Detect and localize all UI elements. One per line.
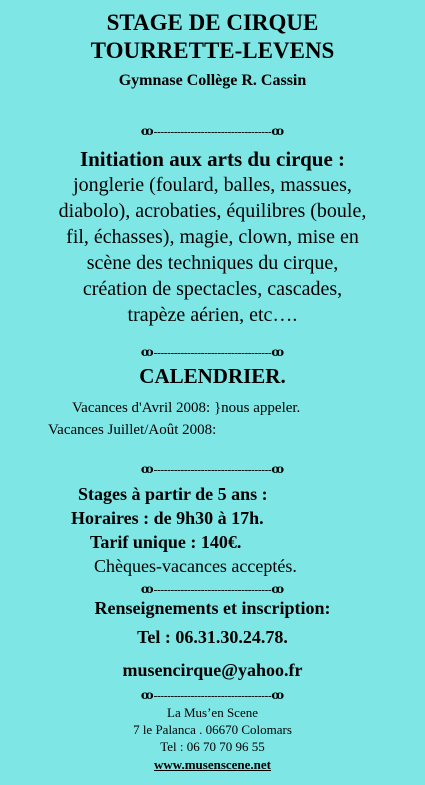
contact-heading: Renseignements et inscription: bbox=[94, 598, 331, 618]
separator-dashes: ----------------------------------- bbox=[153, 584, 272, 596]
age-info: Stages à partir de 5 ans : bbox=[78, 484, 268, 504]
separator bbox=[0, 462, 425, 477]
calendar-summer: Vacances Juillet/Août 2008: bbox=[48, 422, 217, 438]
separator bbox=[0, 688, 425, 703]
cheques-info: Chèques-vacances acceptés. bbox=[94, 556, 297, 576]
initiation-line: fil, échasses), magie, clown, mise en bbox=[66, 226, 359, 248]
venue: Gymnase Collège R. Cassin bbox=[118, 72, 307, 89]
ornament-right-icon: ꝏ bbox=[271, 688, 285, 702]
calendar-april: Vacances d'Avril 2008: }nous appeler. bbox=[72, 400, 301, 416]
title-line-2: TOURRETTE-LEVENS bbox=[90, 38, 335, 63]
ornament-right-icon: ꝏ bbox=[271, 462, 285, 476]
footer-name: La Mus’en Scene bbox=[167, 705, 258, 720]
footer-phone: Tel : 06 70 70 96 55 bbox=[160, 739, 265, 754]
website-link[interactable]: www.musenscene.net bbox=[154, 757, 271, 772]
initiation-line: scène des techniques du cirque, bbox=[86, 252, 339, 274]
ornament-left-icon: ꝏ bbox=[140, 124, 154, 138]
ornament-left-icon: ꝏ bbox=[140, 462, 154, 476]
ornament-left-icon: ꝏ bbox=[140, 582, 154, 596]
separator-dashes: ----------------------------------- bbox=[153, 690, 272, 702]
ornament-right-icon: ꝏ bbox=[271, 582, 285, 596]
calendar-heading: CALENDRIER. bbox=[139, 364, 286, 388]
separator bbox=[0, 124, 425, 139]
title-line-1: STAGE DE CIRQUE bbox=[106, 10, 319, 35]
footer-website-wrap bbox=[0, 757, 425, 773]
ornament-right-icon: ꝏ bbox=[271, 124, 285, 138]
initiation-line: diabolo), acrobaties, équilibres (boule, bbox=[58, 200, 367, 222]
initiation-line: trapèze aérien, etc…. bbox=[127, 304, 298, 326]
footer-address: 7 le Palanca . 06670 Colomars bbox=[133, 722, 292, 737]
separator bbox=[0, 345, 425, 360]
ornament-left-icon: ꝏ bbox=[140, 688, 154, 702]
price-info: Tarif unique : 140€. bbox=[90, 532, 242, 552]
ornament-left-icon: ꝏ bbox=[140, 345, 154, 359]
separator-dashes: ----------------------------------- bbox=[153, 464, 272, 476]
initiation-line: création de spectacles, cascades, bbox=[82, 278, 343, 300]
ornament-right-icon: ꝏ bbox=[271, 345, 285, 359]
contact-email[interactable]: musencirque@yahoo.fr bbox=[122, 660, 303, 680]
initiation-line: jonglerie (foulard, balles, massues, bbox=[73, 174, 352, 196]
hours-info: Horaires : de 9h30 à 17h. bbox=[71, 508, 264, 528]
separator-dashes: ----------------------------------- bbox=[153, 126, 272, 138]
contact-phone: Tel : 06.31.30.24.78. bbox=[137, 627, 288, 647]
separator bbox=[0, 582, 425, 597]
separator-dashes: ----------------------------------- bbox=[153, 347, 272, 359]
initiation-heading: Initiation aux arts du cirque : bbox=[79, 147, 346, 171]
